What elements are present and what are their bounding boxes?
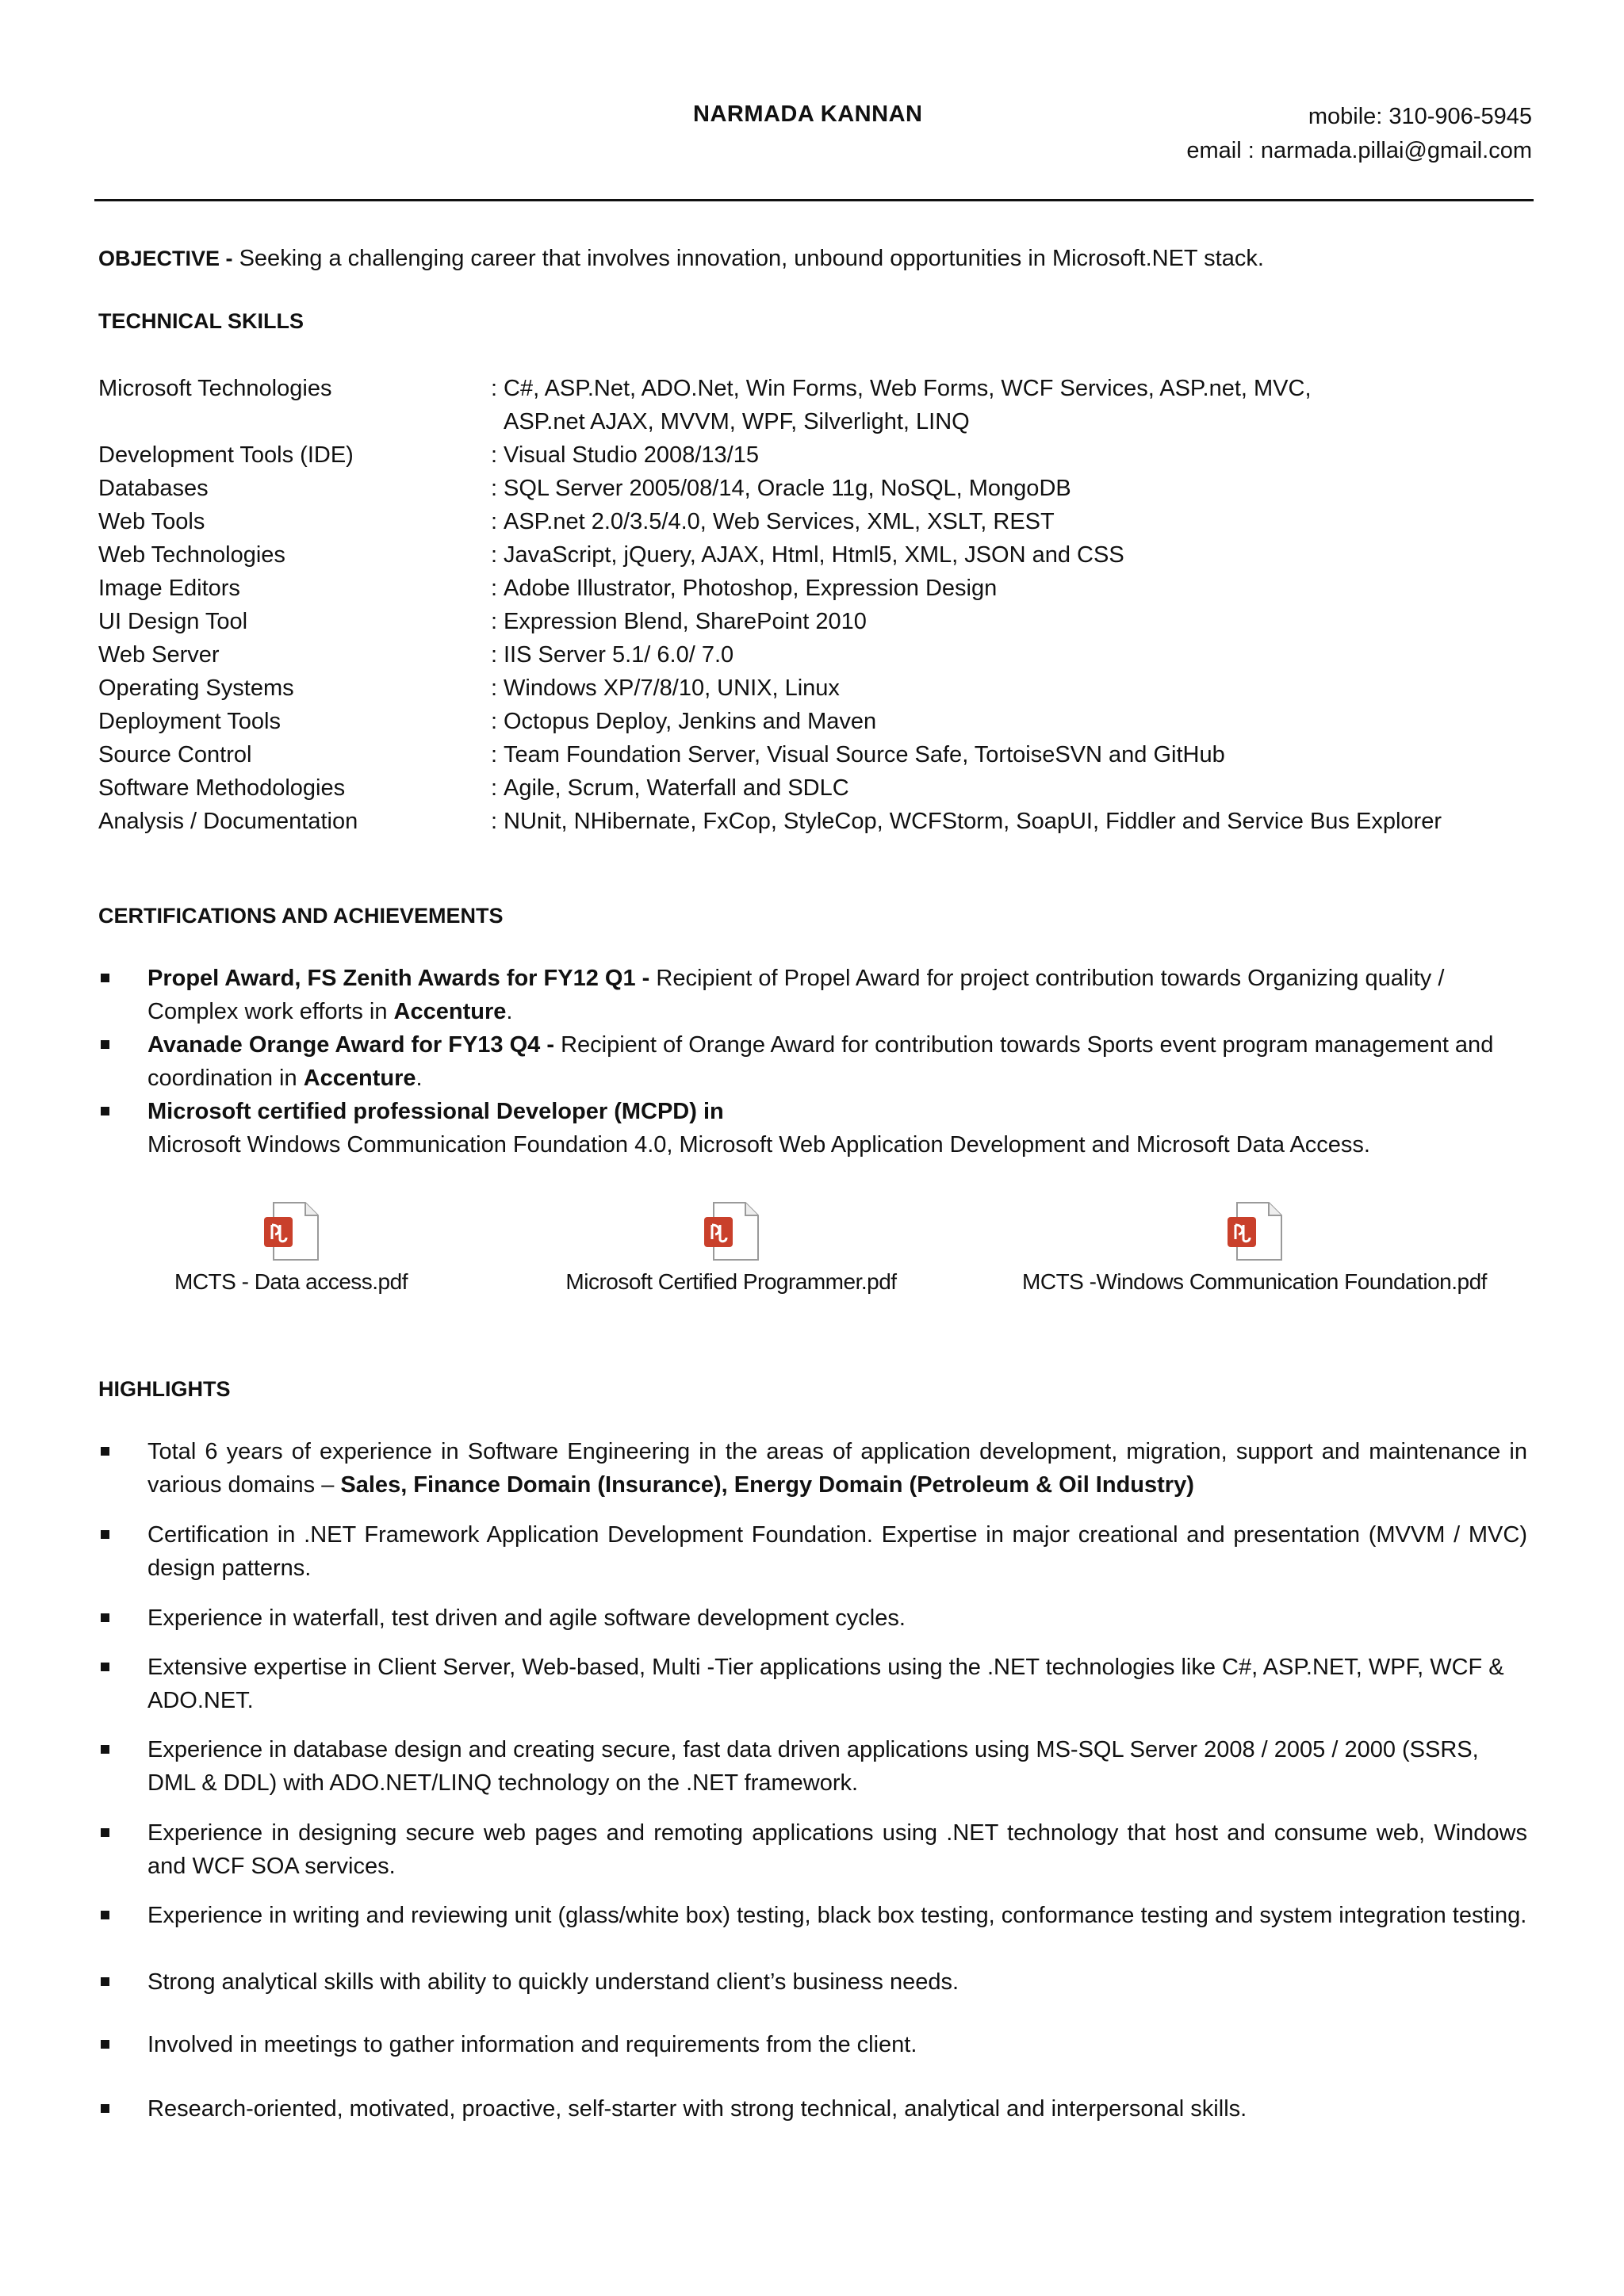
skill-value: ASP.net 2.0/3.5/4.0, Web Services, XML, XSLT, REST (504, 509, 1055, 534)
header-divider (94, 199, 1534, 201)
skill-row: Deployment Tools : Octopus Deploy, Jenkins and Maven (98, 705, 1542, 738)
skill-label: Web Tools (98, 509, 205, 534)
mobile-number: mobile: 310-906-5945 (1308, 104, 1532, 129)
list-item: Total 6 years of experience in Software Engineering in the areas of application development, migration, support and maintenance in various domains – Sales, Finance Domain (Insurance), Energy Domain (Petroleum & Oil Industry) (98, 1435, 1527, 1502)
technical-skills-heading: TECHNICAL SKILLS (98, 309, 304, 333)
certifications-list (98, 962, 1526, 1161)
list-item: Experience in designing secure web pages and remoting applications using .NET technology that host and consume web, Windows and WCF SOA services. (98, 1816, 1527, 1883)
skill-row: UI Design Tool : Expression Blend, SharePoint 2010 (98, 605, 1542, 638)
square-bullet-icon (101, 1040, 109, 1049)
list-item: Strong analytical skills with ability to quickly understand client’s business needs. (98, 1965, 1527, 1999)
list-item: Extensive expertise in Client Server, Web-based, Multi -Tier applications using the .NET technologies like C#, ASP.NET, WPF, WCF & ADO.NET. (98, 1651, 1527, 1717)
list-item: Research-oriented, motivated, proactive, self-starter with strong technical, analytical and interpersonal skills. (98, 2092, 1527, 2126)
square-bullet-icon (101, 1911, 109, 1919)
skill-value: Team Foundation Server, Visual Source Safe, TortoiseSVN and GitHub (504, 742, 1225, 767)
skill-row: Development Tools (IDE) : Visual Studio 2008/13/15 (98, 438, 1542, 472)
skill-value: JavaScript, jQuery, AJAX, Html, Html5, XML, JSON and CSS (504, 542, 1124, 568)
skill-row: Source Control : Team Foundation Server, Visual Source Safe, TortoiseSVN and GitHub (98, 738, 1542, 771)
highlights-heading: HIGHLIGHTS (98, 1377, 231, 1401)
pdf-file-icon (699, 1201, 763, 1261)
skill-row: Analysis / Documentation : NUnit, NHibernate, FxCop, StyleCop, WCFStorm, SoapUI, Fiddler and Service Bus Explorer (98, 805, 1542, 838)
list-item: Certification in .NET Framework Application Development Foundation. Expertise in major creational and presentation (MVVM / MVC) design patterns. (98, 1518, 1527, 1585)
pdf-file-icon (1223, 1201, 1286, 1261)
skill-row: Operating Systems : Windows XP/7/8/10, UNIX, Linux (98, 672, 1542, 705)
attachment-label: MCTS -Windows Communication Foundation.pdf (1022, 1269, 1487, 1294)
objective-label: OBJECTIVE - (98, 247, 233, 270)
skill-value: Agile, Scrum, Waterfall and SDLC (504, 775, 849, 801)
attachment-label: Microsoft Certified Programmer.pdf (565, 1269, 897, 1294)
list-item: Avanade Orange Award for FY13 Q4 - Recipient of Orange Award for contribution towards Sports event program management and coordination in Accenture. (98, 1028, 1526, 1095)
skill-value: Adobe Illustrator, Photoshop, Expression Design (504, 576, 998, 601)
square-bullet-icon (101, 1663, 109, 1671)
attachments-row (0, 1201, 1624, 1296)
skill-row: Web Server : IIS Server 5.1/ 6.0/ 7.0 (98, 638, 1542, 672)
skill-label: Microsoft Technologies (98, 376, 332, 401)
skill-value: IIS Server 5.1/ 6.0/ 7.0 (504, 642, 734, 668)
square-bullet-icon (101, 974, 109, 982)
square-bullet-icon (101, 1613, 109, 1622)
candidate-name: NARMADA KANNAN (693, 101, 923, 127)
objective-text: Seeking a challenging career that involves innovation, unbound opportunities in Microsoft.NET stack. (232, 246, 1264, 271)
skill-row: Image Editors : Adobe Illustrator, Photoshop, Expression Design (98, 572, 1542, 605)
skill-label: Image Editors (98, 576, 240, 601)
skill-row: Microsoft Technologies : C#, ASP.Net, ADO.Net, Win Forms, Web Forms, WCF Services, ASP.net, MVC, ASP.net AJAX, MVVM, WPF, Silverlight, LINQ (98, 372, 1542, 438)
email-address: email : narmada.pillai@gmail.com (1186, 138, 1532, 163)
attachment-label: MCTS - Data access.pdf (174, 1269, 408, 1294)
objective-line (98, 246, 1264, 272)
skill-value: Expression Blend, SharePoint 2010 (504, 609, 867, 634)
skill-value: Windows XP/7/8/10, UNIX, Linux (504, 675, 840, 701)
square-bullet-icon (101, 1977, 109, 1986)
skill-value: SQL Server 2005/08/14, Oracle 11g, NoSQL, MongoDB (504, 476, 1071, 501)
list-item: Involved in meetings to gather information and requirements from the client. (98, 2028, 1527, 2061)
square-bullet-icon (101, 1107, 109, 1115)
pdf-file-icon (259, 1201, 323, 1261)
skills-table (98, 372, 1542, 838)
attachment-mcts-wcf[interactable] (1017, 1201, 1492, 1295)
skill-label: Deployment Tools (98, 709, 281, 734)
contact-info (1186, 100, 1532, 168)
square-bullet-icon (101, 1447, 109, 1456)
list-item: Experience in writing and reviewing unit (glass/white box) testing, black box testing, conformance testing and system integration testing. (98, 1899, 1527, 1932)
list-item: Experience in waterfall, test driven and agile software development cycles. (98, 1601, 1527, 1635)
skill-row: Web Technologies : JavaScript, jQuery, AJAX, Html, Html5, XML, JSON and CSS (98, 538, 1542, 572)
square-bullet-icon (101, 2104, 109, 2113)
skill-label: Databases (98, 476, 209, 501)
list-item: Propel Award, FS Zenith Awards for FY12 Q1 - Recipient of Propel Award for project contribution towards Organizing quality / Complex work efforts in Accenture. (98, 962, 1526, 1028)
skill-label: Operating Systems (98, 675, 294, 701)
skill-value: Visual Studio 2008/13/15 (504, 442, 759, 468)
attachment-mcts-data-access[interactable] (53, 1201, 529, 1295)
skill-value: C#, ASP.Net, ADO.Net, Win Forms, Web Forms, WCF Services, ASP.net, MVC, ASP.net AJAX, MVVM, WPF, Silverlight, LINQ (504, 376, 1312, 434)
skill-row: Databases : SQL Server 2005/08/14, Oracle 11g, NoSQL, MongoDB (98, 472, 1542, 505)
skill-label: Development Tools (IDE) (98, 442, 354, 468)
certifications-heading: CERTIFICATIONS AND ACHIEVEMENTS (98, 904, 504, 928)
skill-label: Software Methodologies (98, 775, 346, 801)
list-item: Microsoft certified professional Developer (MCPD) in Microsoft Windows Communication Foundation 4.0, Microsoft Web Application Development and Microsoft Data Access. (98, 1095, 1526, 1161)
attachment-microsoft-certified-programmer[interactable] (493, 1201, 969, 1295)
square-bullet-icon (101, 1530, 109, 1539)
skill-label: UI Design Tool (98, 609, 248, 634)
square-bullet-icon (101, 1745, 109, 1754)
skill-value: NUnit, NHibernate, FxCop, StyleCop, WCFStorm, SoapUI, Fiddler and Service Bus Explorer (504, 809, 1442, 834)
list-item: Experience in database design and creating secure, fast data driven applications using MS-SQL Server 2008 / 2005 / 2000 (SSRS, DML & DDL) with ADO.NET/LINQ technology on the .NET framework. (98, 1733, 1527, 1800)
skill-value: Octopus Deploy, Jenkins and Maven (504, 709, 877, 734)
skill-row: Web Tools : ASP.net 2.0/3.5/4.0, Web Services, XML, XSLT, REST (98, 505, 1542, 538)
skill-label: Analysis / Documentation (98, 809, 358, 834)
square-bullet-icon (101, 2040, 109, 2049)
skill-row: Software Methodologies : Agile, Scrum, Waterfall and SDLC (98, 771, 1542, 805)
skill-label: Web Technologies (98, 542, 285, 568)
skill-label: Source Control (98, 742, 252, 767)
skill-label: Web Server (98, 642, 220, 668)
square-bullet-icon (101, 1828, 109, 1837)
